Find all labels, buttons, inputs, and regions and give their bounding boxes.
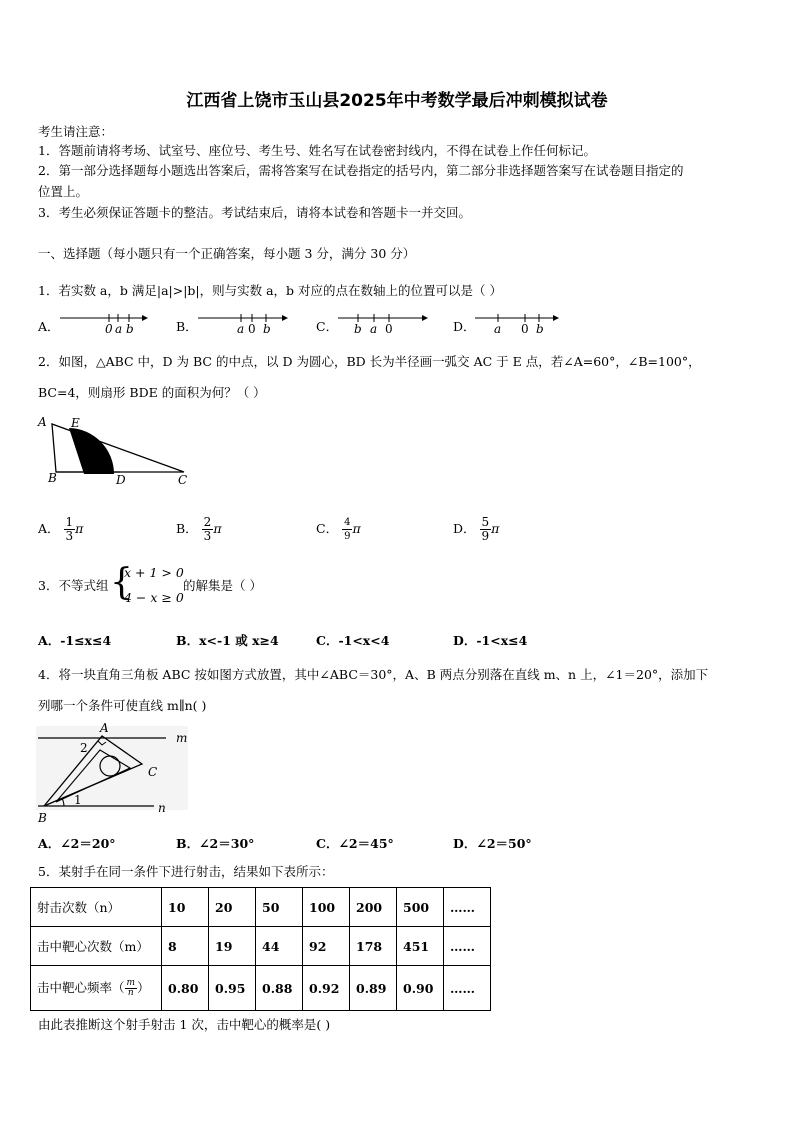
q2-stem-line2: BC=4，则扇形 BDE 的面积为何？（ ） bbox=[38, 385, 266, 400]
q1-c-tick-1: a bbox=[370, 322, 378, 336]
q3-option-b: B．x<-1 或 x≥4 bbox=[176, 633, 279, 648]
q1-d-tick-1: 0 bbox=[521, 322, 529, 336]
table-row: 射击次数（n） 10 20 50 100 200 500 …… bbox=[31, 888, 491, 927]
page-title: 江西省上饶市玉山县2025年中考数学最后冲刺模拟试卷 bbox=[186, 91, 608, 111]
notice-item-1: 1．答题前请将考场、试室号、座位号、考生号、姓名写在试卷密封线内，不得在试卷上作任何标记。 bbox=[38, 143, 596, 158]
section-heading: 一、选择题（每小题只有一个正确答案，每小题 3 分，满分 30 分） bbox=[38, 246, 416, 261]
q3-option-d: D．-1<x≤4 bbox=[453, 633, 528, 648]
q4-option-a: A．∠2＝20° bbox=[38, 836, 116, 851]
q1-d-tick-2: b bbox=[536, 322, 544, 336]
q2-triangle-figure bbox=[34, 412, 194, 488]
q2-label-e: E bbox=[71, 416, 80, 430]
q5-followup: 由此表推断这个射手射击 1 次，击中靶心的概率是( ) bbox=[38, 1017, 331, 1032]
q4-stem-line1: 4．将一块直角三角板 ABC 按如图方式放置，其中∠ABC＝30°，A、B 两点分别落在直线 m、n 上，∠1＝20°，添加下 bbox=[38, 667, 709, 682]
q5-results-table bbox=[30, 887, 491, 1011]
q1-b-tick-2: b bbox=[263, 322, 271, 336]
q2-option-a: A． $\frac{1}{3}$ π bbox=[38, 515, 84, 543]
q4-set-square-figure bbox=[34, 722, 194, 826]
q1-option-d-number-line bbox=[473, 310, 565, 336]
q1-option-a-number-line bbox=[58, 310, 148, 336]
notice-item-2: 2．第一部分选择题每小题选出答案后，需将答案写在试卷指定的括号内，第二部分非选择题答案写在试卷题目指定的 bbox=[38, 163, 684, 178]
q1-a-tick-1: a bbox=[115, 322, 123, 336]
q2-option-d-fraction: $\frac{5}{9}$ bbox=[481, 515, 490, 543]
q2-option-d-label: D． bbox=[453, 521, 476, 536]
q3-line1: x + 1 > 0 bbox=[124, 565, 184, 580]
q1-option-a-label: A． bbox=[38, 319, 60, 334]
q2-label-b: B bbox=[48, 471, 57, 485]
q1-d-tick-0: a bbox=[494, 322, 502, 336]
q4-option-b: B．∠2＝30° bbox=[176, 836, 255, 851]
q2-option-a-fraction: $\frac{1}{3}$ bbox=[65, 515, 74, 543]
q2-option-a-label: A． bbox=[38, 521, 60, 536]
q3-line2: 4 − x ≥ 0 bbox=[124, 590, 184, 605]
q1-c-tick-2: 0 bbox=[385, 322, 393, 336]
q4-stem-line2: 列哪一个条件可使直线 m∥n( ) bbox=[38, 698, 207, 713]
q1-option-b-label: B． bbox=[176, 319, 198, 334]
table-row-header: 射击次数（n） bbox=[31, 888, 162, 927]
q4-option-d: D．∠2＝50° bbox=[453, 836, 532, 851]
q1-a-tick-0: 0 bbox=[105, 322, 113, 336]
q4-label-m: m bbox=[176, 731, 188, 745]
table-row-header: 击中靶心次数（m） bbox=[31, 927, 162, 966]
q4-label-angle-1: 1 bbox=[74, 793, 82, 807]
q2-option-b-label: B． bbox=[176, 521, 198, 536]
q4-label-n: n bbox=[158, 801, 166, 815]
q4-label-a: A bbox=[100, 722, 109, 735]
q1-a-tick-2: b bbox=[126, 322, 134, 336]
q2-option-d: D． $\frac{5}{9}$ π bbox=[453, 515, 500, 543]
q1-b-tick-0: a bbox=[237, 322, 245, 336]
table-row-header: 击中靶心频率（ $\frac{m}{n}$ ） bbox=[31, 966, 162, 1011]
q2-option-b-fraction: $\frac{2}{3}$ bbox=[203, 515, 212, 543]
q4-label-c: C bbox=[148, 765, 158, 779]
q2-option-b: B． $\frac{2}{3}$ π bbox=[176, 515, 222, 543]
q3-suffix: 的解集是（ ） bbox=[183, 578, 262, 593]
q2-option-c-fraction: $\frac{4}{9}$ bbox=[344, 517, 351, 542]
q3-brace: { bbox=[110, 562, 133, 603]
q4-label-b: B bbox=[38, 811, 47, 825]
q1-stem: 1．若实数 a，b 满足|a|>|b|，则与实数 a，b 对应的点在数轴上的位置可以是（ ） bbox=[38, 283, 503, 298]
q1-b-tick-1: 0 bbox=[248, 322, 256, 336]
q1-option-c-label: C． bbox=[316, 319, 339, 334]
notice-heading: 考生请注意： bbox=[38, 124, 114, 139]
q4-option-c: C．∠2＝45° bbox=[316, 836, 394, 851]
q2-option-c: C． $\frac{4}{9}$ π bbox=[316, 517, 361, 542]
q2-label-d: D bbox=[116, 473, 126, 487]
q1-option-c-number-line bbox=[336, 310, 428, 336]
q2-label-a: A bbox=[38, 415, 47, 429]
q1-option-d-label: D． bbox=[453, 319, 476, 334]
table-row: 击中靶心频率（ $\frac{m}{n}$ ） 0.80 0.95 0.88 0.92 0.89 0.90 …… bbox=[31, 966, 491, 1011]
q5-stem: 5．某射手在同一条件下进行射击，结果如下表所示： bbox=[38, 864, 334, 879]
q3-option-a: A．-1≤x≤4 bbox=[38, 633, 112, 648]
q1-c-tick-0: b bbox=[354, 322, 362, 336]
q1-option-b-number-line bbox=[196, 310, 288, 336]
q4-label-angle-2: 2 bbox=[80, 741, 88, 755]
q2-option-c-label: C． bbox=[316, 521, 339, 536]
q2-stem-line1: 2．如图，△ABC 中，D 为 BC 的中点，以 D 为圆心，BD 长为半径画一弧交 AC 于 E 点，若∠A=60°，∠B=100°， bbox=[38, 354, 701, 369]
q3-prefix: 3．不等式组 bbox=[38, 578, 109, 593]
q3-option-c: C．-1<x<4 bbox=[316, 633, 390, 648]
table-row: 击中靶心次数（m） 8 19 44 92 178 451 …… bbox=[31, 927, 491, 966]
notice-item-3: 3．考生必须保证答题卡的整洁。考试结束后，请将本试卷和答题卡一并交回。 bbox=[38, 205, 471, 220]
q2-label-c: C bbox=[178, 473, 188, 487]
notice-item-2-cont: 位置上。 bbox=[38, 184, 89, 199]
